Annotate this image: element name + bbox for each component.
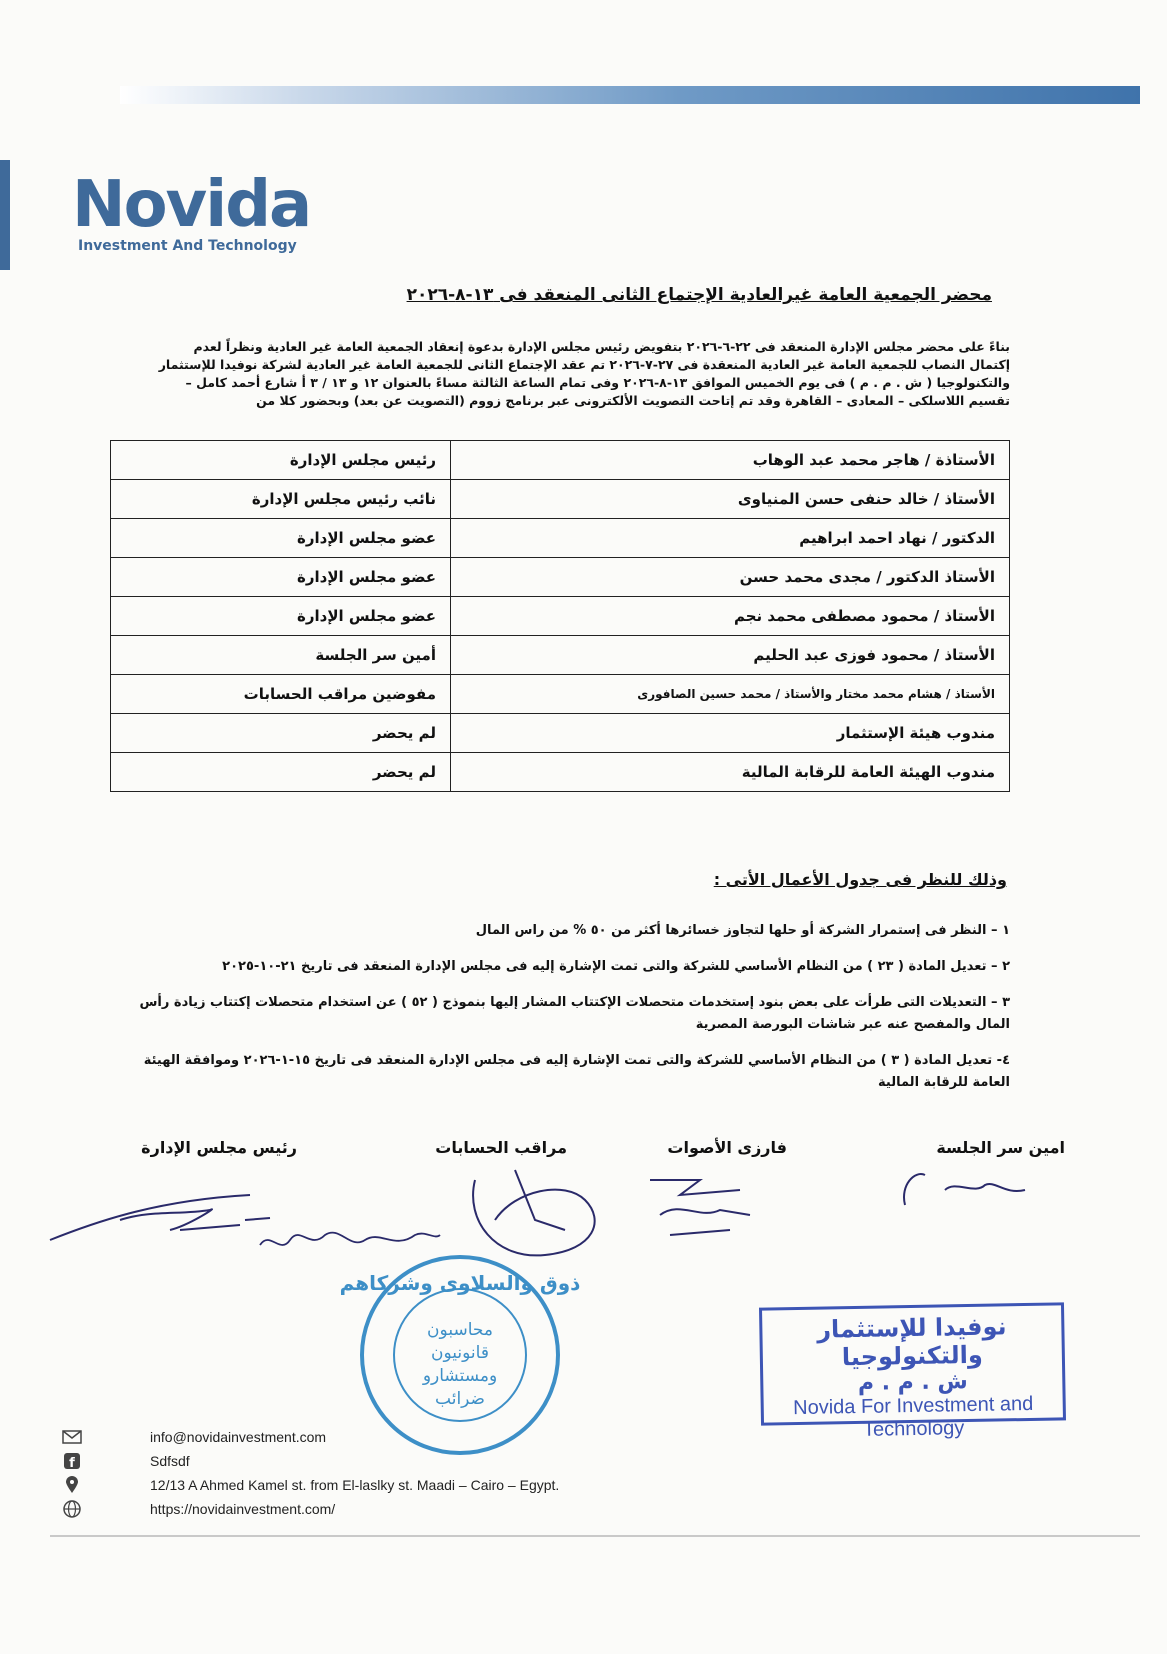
contact-email[interactable]: info@novidainvestment.com (150, 1429, 327, 1445)
contact-facebook-row (60, 1449, 559, 1473)
stamp-inner-line: ومستشارو (422, 1366, 498, 1386)
contact-facebook[interactable]: Sdfsdf (150, 1453, 190, 1469)
document-title: محضر الجمعية العامة غيرالعادية الإجتماع الثانى المنعقد فى ١٣-٨-٢٠٢٦ (406, 285, 992, 305)
secretary-signature (895, 1160, 1035, 1220)
attendee-name: الأستاذ / هشام محمد مختار والأستاذ / محمد حسين الصافورى (451, 675, 1010, 714)
attendee-name: مندوب الهيئة العامة للرقابة المالية (451, 753, 1010, 792)
intro-line: بناءً على محضر مجلس الإدارة المنعقد فى ٢٢-٦-٢٠٢٦ بتفويض رئيس مجلس الإدارة بدعوة إنعقاد الجمعية العامة غير العادية ونظراً لعدم (193, 339, 1010, 354)
attendee-role: عضو مجلس الإدارة (111, 597, 451, 636)
attendee-role: رئيس مجلس الإدارة (111, 441, 451, 480)
table-row (111, 519, 1010, 558)
stamp-ar-line2: ش . م . م (857, 1369, 969, 1396)
globe-icon (60, 1499, 84, 1519)
stamp-outer-text: ذوق والسلاوى وشركاهم (339, 1271, 581, 1295)
agenda-item: ٤- تعديل المادة ( ٣ ) من النظام الأساسي للشركة والتى تمت الإشارة إليه فى مجلس الإدارة المنعقد فى تاريخ ١٥-١-٢٠٢٦ وموافقة الهيئة العامة للرقابة المالية (143, 1053, 1010, 1090)
attendee-name: الأستاذ / خالد حنفى حسن المنياوى (451, 480, 1010, 519)
signatory-vote-counters: فارزى الأصوات (667, 1138, 787, 1157)
table-row (111, 675, 1010, 714)
signatory-auditor: مراقب الحسابات (435, 1138, 567, 1157)
table-row (111, 441, 1010, 480)
attendee-name: الدكتور / نهاد احمد ابراهيم (451, 519, 1010, 558)
company-rect-stamp (759, 1302, 1066, 1441)
stamp-inner-line: ضرائب (435, 1389, 485, 1409)
header-bar (120, 86, 1140, 104)
attendee-role: لم يحضر (111, 714, 451, 753)
footer-divider (50, 1535, 1140, 1537)
vote-counter-signature (640, 1160, 770, 1250)
contact-address: 12/13 A Ahmed Kamel st. from El-laslky st. Maadi – Cairo – Egypt. (150, 1477, 560, 1493)
attendee-role: عضو مجلس الإدارة (111, 558, 451, 597)
agenda-heading: وذلك للنظر فى جدول الأعمال الأتى : (713, 870, 1007, 889)
attendee-role: أمين سر الجلسة (111, 636, 451, 675)
attendee-role: لم يحضر (111, 753, 451, 792)
table-row (111, 636, 1010, 675)
intro-paragraph (100, 338, 1010, 410)
company-logo (72, 170, 332, 260)
table-row (111, 597, 1010, 636)
intro-line: تقسيم اللاسلكى – المعادى – القاهرة وقد تم إتاحت التصويت الألكترونى عبر برنامج زووم (التصويت عن بعد) وبحضور كلا من (256, 393, 1010, 408)
contact-email-row (60, 1425, 559, 1449)
signatory-secretary: امين سر الجلسة (936, 1138, 1065, 1157)
table-row (111, 480, 1010, 519)
agenda-item: ١ – النظر فى إستمرار الشركة أو حلها لتجاوز خسائرها أكثر من ٥٠ % من راس المال (475, 923, 1010, 938)
attendee-role: عضو مجلس الإدارة (111, 519, 451, 558)
stamp-ar-line1: نوفيدا للإستثمار والتكنولوجيا (816, 1312, 1007, 1372)
side-accent-bar (0, 160, 10, 270)
mail-icon (60, 1427, 84, 1447)
contact-website-row (60, 1497, 559, 1521)
attendee-name: الأستاذة / هاجر محمد عبد الوهاب (451, 441, 1010, 480)
attendee-role: مفوضين مراقب الحسابات (111, 675, 451, 714)
intro-line: إكتمال النصاب للجمعية العامة غير العادية المنعقدة فى ٢٧-٧-٢٠٢٦ تم عقد الإجتماع الثانى للجمعية العامة غير العادية لشركة نوفيدا للإستثمار (158, 357, 1010, 372)
contact-website[interactable]: https://novidainvestment.com/ (150, 1501, 336, 1517)
table-row (111, 558, 1010, 597)
location-pin-icon (60, 1475, 84, 1495)
logo-wordmark: Novida (72, 168, 311, 242)
attendee-name: الأستاذ الدكتور / مجدى محمد حسن (451, 558, 1010, 597)
footer-contacts (60, 1425, 559, 1521)
stamp-inner-line: محاسبون (427, 1320, 493, 1340)
svg-text:f: f (69, 1456, 75, 1471)
intro-line: والتكنولوجيا ( ش . م . م ) فى يوم الخميس الموافق ١٣-٨-٢٠٢٦ وفى تمام الساعة الثالثة مساءً بالعنوان ١٢ و ١٣ / ٣ أ شارع أحمد كامل – (185, 375, 1010, 390)
signatory-chairman: رئيس مجلس الإدارة (141, 1138, 297, 1157)
attendee-role: نائب رئيس مجلس الإدارة (111, 480, 451, 519)
logo-tagline: Investment And Technology (78, 238, 297, 254)
attendee-name: مندوب هيئة الإستثمار (451, 714, 1010, 753)
attendees-table (110, 440, 1010, 792)
facebook-icon (60, 1451, 84, 1471)
attendee-name: الأستاذ / محمود مصطفى محمد نجم (451, 597, 1010, 636)
stamp-inner-line: قانونيون (431, 1343, 489, 1363)
contact-address-row (60, 1473, 559, 1497)
agenda-item: ٢ – تعديل المادة ( ٢٣ ) من النظام الأساسي للشركة والتى تمت الإشارة إليه فى مجلس الإدارة المنعقد فى تاريخ ٢١-١٠-٢٠٢٥ (222, 959, 1010, 974)
stamp-en-line: Novida For Investment and Technology (792, 1392, 1034, 1441)
chairman-signature (40, 1180, 270, 1260)
agenda-list (110, 920, 1010, 1108)
table-row (111, 714, 1010, 753)
table-row (111, 753, 1010, 792)
agenda-item: ٣ – التعديلات التى طرأت على بعض بنود إستخدمات متحصلات الإكتتاب المشار إليها بنموذج ( ٥٢ ) عن استخدام متحصلات إكتتاب زيادة رأس المال والمفصح عنه عبر شاشات البورصة المصرية (139, 995, 1010, 1032)
attendee-name: الأستاذ / محمود فوزى عبد الحليم (451, 636, 1010, 675)
